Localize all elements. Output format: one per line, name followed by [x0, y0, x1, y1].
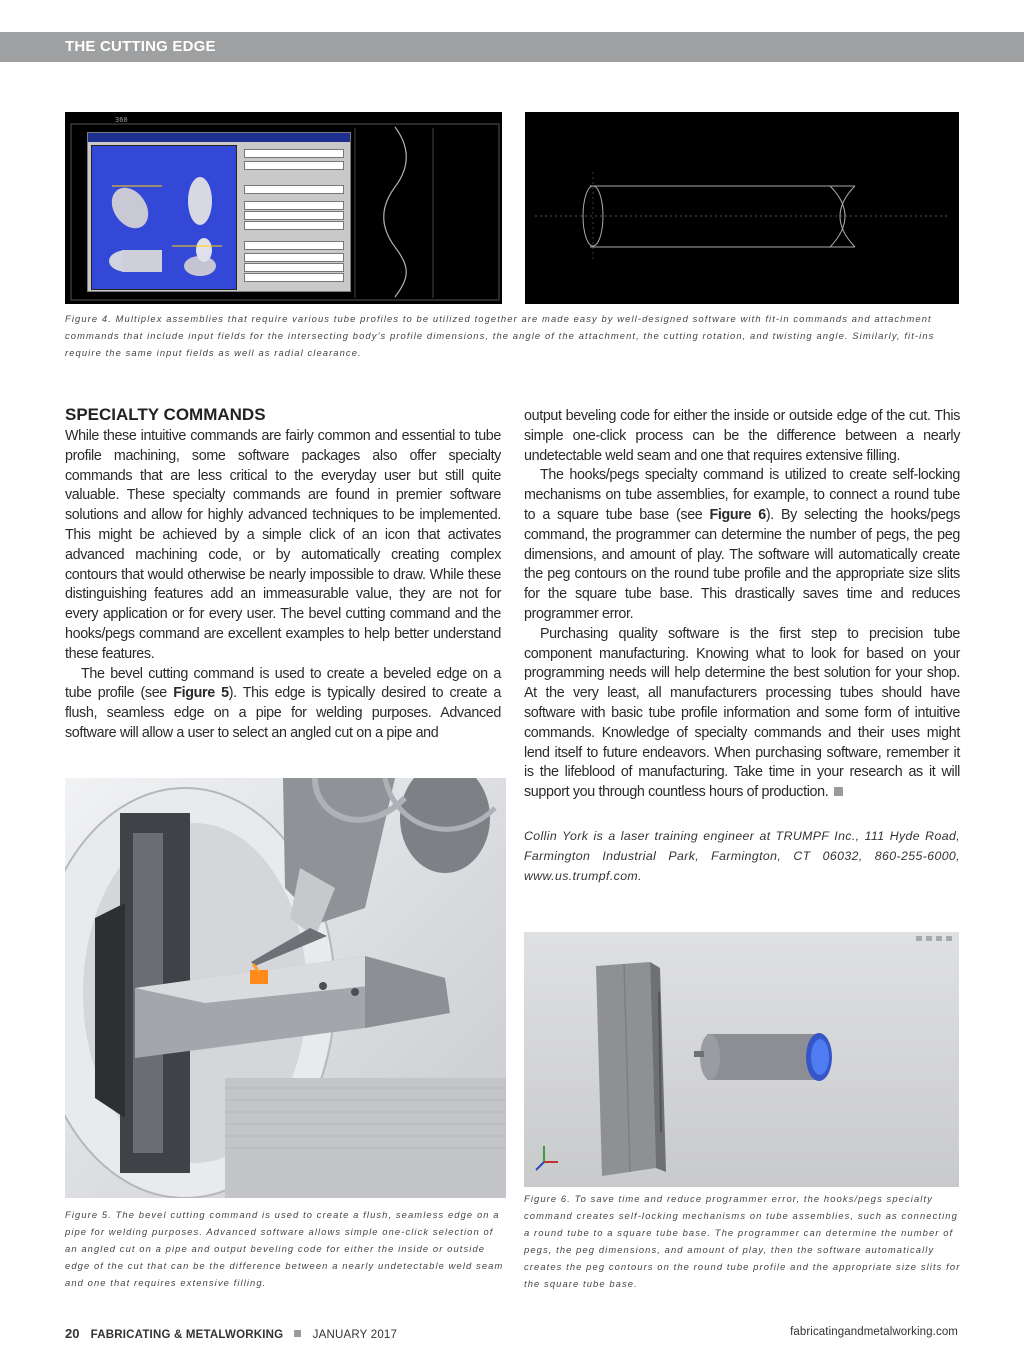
website-url[interactable]: fabricatingandmetalworking.com: [790, 1326, 958, 1338]
figure-6-reference: Figure 6: [709, 506, 766, 523]
right-paragraph-3-text: Purchasing quality software is the first step to precision tube component manufacturing. Knowing what to look for based on your programming needs will help determine the best solution for your shop. At the very least, all manufacturers processing tubes should have software with basic tube profile information and some form of intuitive commands. Knowledge of specialty commands and their uses might lend itself to future endeavors. When purchasing software, remember it is the lifeblood of manufacturing. Take time in your research as it will support you through countless hours of production.: [524, 625, 960, 801]
footer-separator: [294, 1330, 301, 1337]
figure-4-tube-outline: [525, 112, 959, 304]
cutting-type-select[interactable]: [244, 185, 344, 194]
tube-preview-viewport: [91, 145, 237, 290]
page-number: 20: [65, 1326, 80, 1341]
figure-4-caption: Figure 4. Multiplex assemblies that require various tube profiles to be utilized together are made easy by well-designed software with fit-in commands and attachment commands that include input fields for the intersecting body’s profile dimensions, the angle of the attachment, the cutting rotation, and twisting angle. Similarly, fit-ins require the same input fields as well as radial clearance.: [65, 313, 935, 358]
right-paragraph-2-text-a: The hooks/pegs specialty command is utilized to create self-locking mechanisms on tube assemblies, for example, to connect a round tube to a square tube base (see: [524, 467, 960, 523]
figure-4-ui-label: 360: [115, 116, 128, 124]
publication-name: FABRICATING & METALWORKING: [90, 1329, 284, 1341]
left-paragraph-2-text-a: The bevel cutting command is used to create a beveled edge on a tube profile (see: [65, 665, 501, 702]
clearance-field[interactable]: [244, 221, 344, 230]
right-paragraph-2: [524, 466, 960, 624]
section-heading: SPECIALTY COMMANDS: [65, 405, 266, 424]
figure-5-laser-cutting-photo: [65, 778, 506, 1198]
left-paragraph-1: While these intuitive commands are fairly common and essential to tube profile machining, some software packages also offer specialty commands that are less critical to the everyday user but still quite valuable. These specialty commands are found in premier software solutions and allow for highly advanced techniques to be implemented. This might be achieved by a simple click of an icon that activates advanced machining code, or by automatically creating complex contours that would otherwise be nearly impossible to draw. While these distinguishing features add an immeasurable value, they are not for every application or for every user. The bevel cutting command and the hooks/pegs command are excellent examples to help better understand these features.: [65, 428, 501, 662]
tube-preview-drawings: [92, 146, 236, 289]
left-paragraph-2-text-b: ). This edge is typically desired to create a flush, seamless edge on a pipe for welding purposes. Advanced software will allow a user to select an angled cut on a pipe and: [65, 685, 502, 741]
intersecting-body-select[interactable]: [244, 149, 344, 158]
issue-date: JANUARY 2017: [312, 1329, 398, 1341]
dialog-input-fields: [240, 145, 346, 285]
figure-6-cad-model: [524, 932, 959, 1187]
right-paragraph-1: output beveling code for either the inside or outside edge of the cut. This simple one-click process can be the difference between a nearly undetectable weld seam and one that requires extensive filling.: [524, 408, 960, 464]
section-title: THE CUTTING EDGE: [65, 38, 216, 55]
end-of-article-mark: [834, 787, 843, 796]
diameter-field[interactable]: [244, 161, 344, 170]
right-paragraph-3: [524, 625, 960, 803]
section-header-band: [0, 32, 1024, 62]
figure-4-software-screenshot: [65, 112, 502, 304]
figure-5-reference: Figure 5: [173, 685, 229, 702]
hooks-pegs-model-drawing: [524, 932, 959, 1187]
offset-field[interactable]: [244, 211, 344, 220]
tube-intersection-dialog: [87, 132, 351, 292]
cutting-angle-field[interactable]: [244, 253, 344, 262]
cutting-angle-select[interactable]: [244, 241, 344, 250]
laser-cutting-illustration: [65, 778, 506, 1198]
figure-5-caption: Figure 5. The bevel cutting command is used to create a flush, seamless edge on a pipe for welding purposes. Advanced software allows simple one-click selection of an angled cut on a pipe and output beveling code for either the inside or outside edge of the cut that can be the difference between a nearly undetectable weld seam and one that requires extensive filling.: [65, 1209, 504, 1288]
rotation-angle-field[interactable]: [244, 263, 344, 272]
left-paragraph-2: [65, 665, 501, 744]
tube-outline-drawing: [525, 112, 959, 304]
author-bio: Collin York is a laser training engineer at TRUMPF Inc., 111 Hyde Road, Farmington Industrial Park, Farmington, CT 06032, 860-255-6000, www.us.trumpf.com.: [524, 829, 960, 883]
page-footer: [65, 1326, 397, 1341]
article-column-right: [524, 407, 960, 803]
dialog-title-bar: [88, 133, 350, 142]
twisting-angle-field[interactable]: [244, 273, 344, 282]
article-column-left: [65, 427, 501, 744]
length-field[interactable]: [244, 201, 344, 210]
right-paragraph-2-text-b: ). By selecting the hooks/pegs command, the programmer can determine the number of pegs, the peg dimensions, and amount of play. The software will automatically create the peg contours on the round tube profile and the appropriate size slits for the square tube base. This drastically saves time and reduces programmer error.: [524, 506, 960, 622]
figure-6-caption: Figure 6. To save time and reduce programmer error, the hooks/pegs specialty command creates self-locking mechanisms on tube assemblies, such as connecting a round tube to a square tube base. The programmer can determine the number of pegs, the peg dimensions, and amount of play, then the software automatically creates the peg contours on the round tube profile and the appropriate size slits for the square tube base.: [524, 1193, 961, 1289]
